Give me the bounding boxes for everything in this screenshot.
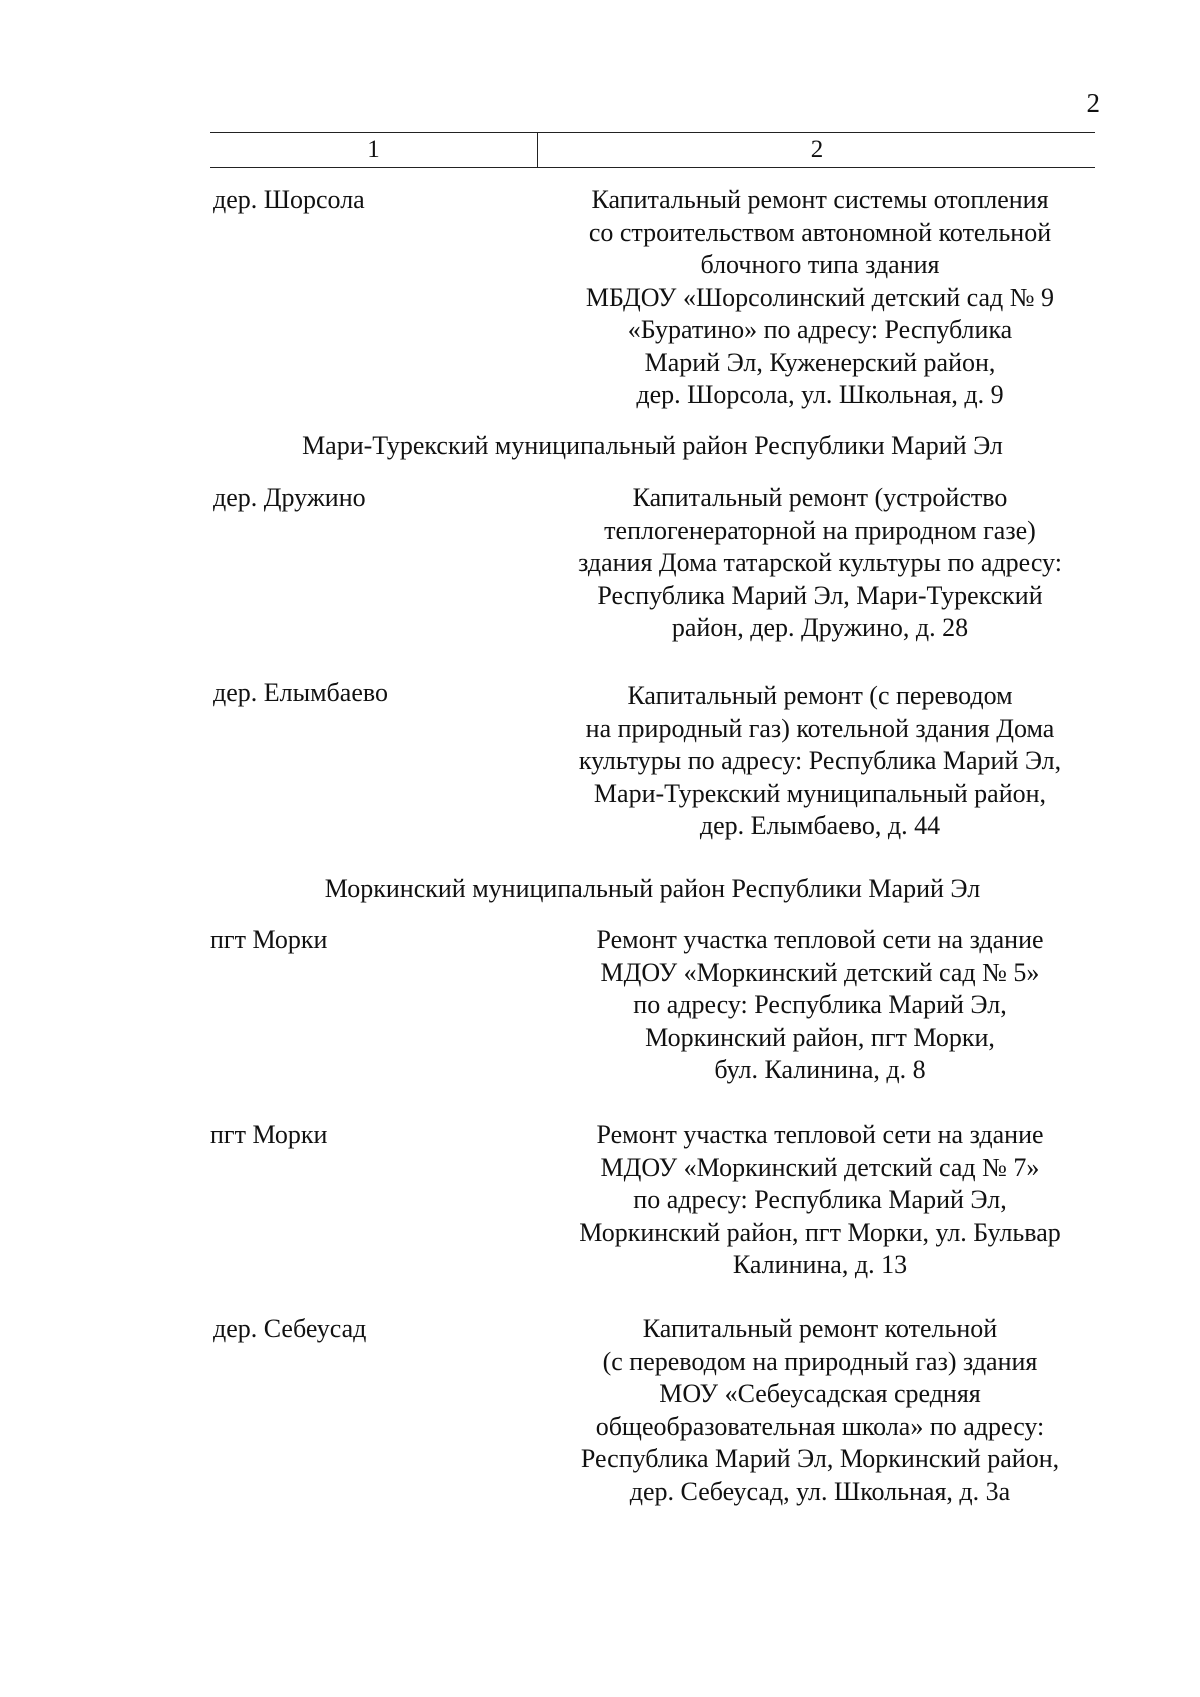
description-line: теплогенераторной на природном газе): [604, 515, 1036, 545]
description-line: по адресу: Республика Марий Эл,: [633, 1185, 1007, 1214]
description-line: дер. Шорсола, ул. Школьная, д. 9: [636, 380, 1004, 409]
work-description: [545, 1313, 1095, 1508]
work-description: [545, 482, 1095, 645]
description-line: «Буратино» по адресу: Республика: [627, 315, 1013, 344]
description-line: МОУ «Себеусадская средняя: [659, 1379, 981, 1408]
work-description: [545, 924, 1095, 1087]
description-line: Республика Марий Эл, Мари-Турекский: [597, 580, 1043, 610]
description-line: по адресу: Республика Марий Эл,: [633, 990, 1007, 1019]
description-line: Калинина, д. 13: [732, 1250, 908, 1279]
description-line: Капитальный ремонт (устройство: [632, 483, 1008, 512]
description-line: Моркинский район, пгт Морки, ул. Бульвар: [579, 1217, 1061, 1247]
description-line: МБДОУ «Шорсолинский детский сад № 9: [585, 282, 1055, 312]
page-number: 2: [1086, 88, 1100, 118]
work-description: [545, 184, 1095, 412]
description-line: Капитальный ремонт системы отопления: [591, 185, 1049, 214]
table-header-column-1: 1: [210, 133, 538, 167]
settlement-name: дер. Елымбаево: [213, 678, 388, 707]
settlement-name: дер. Дружино: [213, 483, 366, 512]
description-line: со строительством автономной котельной: [588, 217, 1052, 247]
settlement-name: дер. Себеусад: [213, 1314, 367, 1343]
work-description: [545, 1119, 1095, 1282]
district-heading: Моркинский муниципальный район Республики Марий Эл: [324, 874, 981, 903]
settlement-name: дер. Шорсола: [213, 185, 365, 214]
description-line: бул. Калинина, д. 8: [714, 1055, 926, 1084]
table-header: [210, 132, 1095, 168]
description-line: культуры по адресу: Республика Марий Эл,: [578, 746, 1062, 775]
work-description: [545, 680, 1095, 843]
settlement-name: пгт Морки: [210, 925, 328, 954]
description-line: Капитальный ремонт котельной: [642, 1314, 998, 1343]
description-line: на природный газ) котельной здания Дома: [585, 713, 1055, 743]
description-line: Капитальный ремонт (с переводом: [627, 681, 1013, 710]
description-line: Моркинский район, пгт Морки,: [645, 1022, 995, 1052]
description-line: Ремонт участка тепловой сети на здание: [596, 1120, 1044, 1149]
description-line: район, дер. Дружино, д. 28: [671, 613, 969, 642]
description-line: Мари-Турекский муниципальный район,: [593, 778, 1047, 808]
district-heading: Мари-Турекский муниципальный район Республики Марий Эл: [302, 431, 1003, 460]
description-line: дер. Елымбаево, д. 44: [699, 811, 941, 840]
description-line: Марий Эл, Куженерский район,: [644, 347, 996, 377]
description-line: (с переводом на природный газ) здания: [602, 1346, 1038, 1376]
description-line: дер. Себеусад, ул. Школьная, д. 3а: [629, 1476, 1011, 1506]
description-line: блочного типа здания: [700, 250, 940, 279]
description-line: Республика Марий Эл, Моркинский район,: [580, 1444, 1060, 1473]
settlement-name: пгт Морки: [210, 1120, 328, 1149]
description-line: МДОУ «Моркинский детский сад № 7»: [600, 1152, 1040, 1182]
description-line: МДОУ «Моркинский детский сад № 5»: [600, 957, 1040, 987]
description-line: здания Дома татарской культуры по адресу:: [578, 548, 1062, 577]
description-line: Ремонт участка тепловой сети на здание: [596, 925, 1044, 954]
description-line: общеобразовательная школа» по адресу:: [595, 1411, 1045, 1441]
table-header-column-2: 2: [810, 136, 824, 163]
